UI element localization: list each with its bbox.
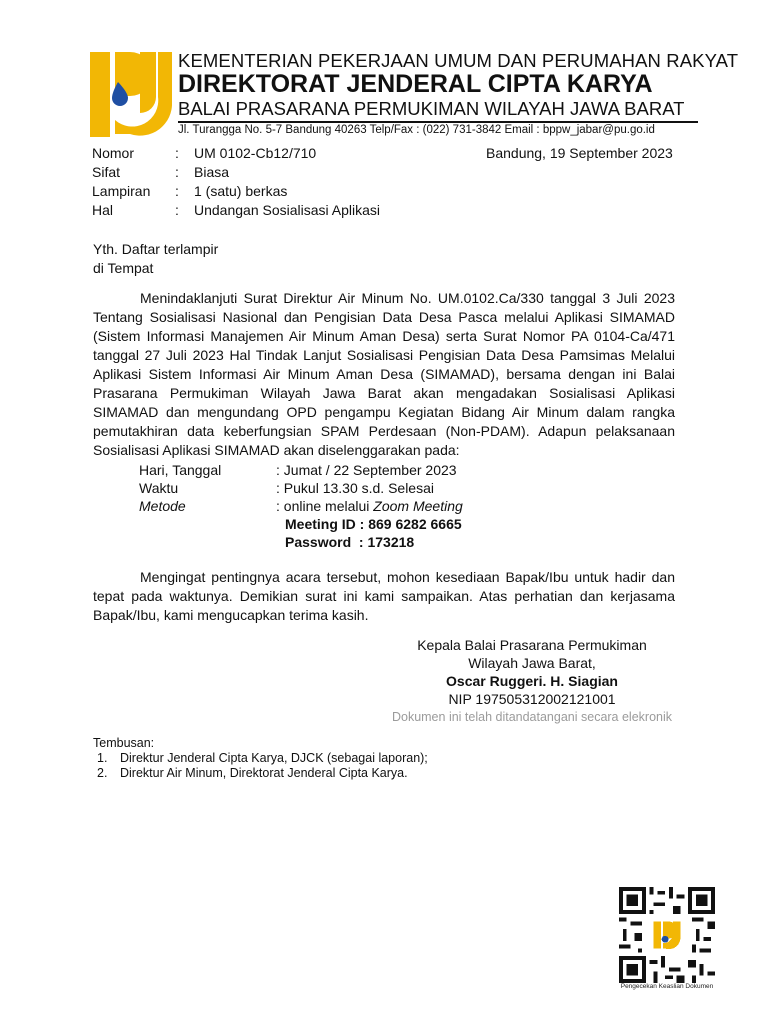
qr-caption: Pengecekan Keaslian Dokumen — [620, 983, 714, 990]
meta-value: 1 (satu) berkas — [194, 183, 288, 199]
meta-label: Hal — [92, 202, 114, 218]
paragraph-text: Menindaklanjuti Surat Direktur Air Minum No. UM.0102.Ca/330 tanggal 3 Juli 2023 Tentang Sosialisasi Nasional dan Pengisian Data Desa Pasca melalui Aplikasi SIMAMAD (Sistem Informasi Manajemen Air Minum Aman Desa) serta Surat Nomor PA 0104-Ca/471 tanggal 27 Juli 2023 Hal Tindak Lanjut Sosialisasi Pengisian Data Desa Pamsimas Melalui Aplikasi Sistem Informasi Air Minum Aman Desa (SIMAMAD), bersama dengan ini Balai Prasarana Permukiman Wilayah Jawa Barat akan mengadakan Sosialisasi Aplikasi SIMAMAD dan mengundang OPD pengampu Kegiatan Bidang Air Minum dalam rangka pemutakhiran data keberfungsian SPAM Perdesaan (Non-PDAM). Adapun pelaksanaan Sosialisasi Aplikasi SIMAMAD akan diselenggarakan pada: — [93, 290, 675, 458]
meta-label: Sifat — [92, 164, 121, 180]
ministry-name: KEMENTERIAN PEKERJAAN UMUM DAN PERUMAHAN RAKYAT — [178, 50, 739, 71]
detail-row-method — [139, 497, 463, 515]
paragraph-text: Mengingat pentingnya acara tersebut, mohon kesediaan Bapak/Ibu untuk hadir dan tepat pada waktunya. Demikian surat ini kami sampaikan. Atas perhatian dan kerjasama Bapak/Ibu, kami mengucapkan terima kasih. — [93, 569, 675, 623]
meta-value: Undangan Sosialisasi Aplikasi — [194, 202, 380, 218]
meta-label: Lampiran — [92, 183, 151, 199]
detail-label: Metode — [139, 498, 186, 514]
detail-row-date — [139, 461, 463, 479]
letter-meta — [92, 144, 380, 220]
recipient-line: Yth. Daftar terlampir — [93, 241, 219, 257]
meta-row-nomor — [92, 144, 380, 163]
signer-title-region: Wilayah Jawa Barat, — [468, 655, 596, 671]
meeting-password: Password : 173218 — [285, 534, 415, 550]
e-signature-note: Dokumen ini telah ditandatangani secara elekronik — [391, 710, 673, 724]
meta-colon: : — [175, 183, 179, 199]
list-item — [93, 751, 428, 766]
meta-colon: : — [175, 145, 179, 161]
signer-title: Kepala Balai Prasarana Permukiman — [417, 637, 647, 653]
detail-value: : Pukul 13.30 s.d. Selesai — [276, 480, 434, 496]
signature-block — [372, 636, 692, 726]
meta-colon: : — [175, 202, 179, 218]
tembusan — [93, 736, 428, 781]
body-paragraph-1 — [93, 289, 675, 460]
list-number: 2. — [97, 766, 108, 780]
qr-code-icon — [619, 887, 715, 983]
meta-label: Nomor — [92, 145, 135, 161]
letterhead — [178, 50, 739, 138]
detail-row-time — [139, 479, 463, 497]
signer-name: Oscar Ruggeri. H. Siagian — [446, 673, 618, 689]
meta-value: UM 0102-Cb12/710 — [194, 145, 317, 161]
detail-label: Waktu — [139, 480, 179, 496]
recipient — [93, 240, 218, 278]
list-text: Direktur Jenderal Cipta Karya, DJCK (sebagai laporan); — [120, 751, 428, 765]
list-number: 1. — [97, 751, 108, 765]
signer-nip: NIP 197505312002121001 — [448, 691, 616, 707]
office-address: Jl. Turangga No. 5-7 Bandung 40263 Telp/Fax : (022) 731-3842 Email : bppw_jabar@pu.go.id — [178, 124, 655, 136]
list-text: Direktur Air Minum, Direktorat Jenderal Cipta Karya. — [120, 766, 408, 780]
list-item — [93, 766, 428, 781]
pupr-logo — [90, 52, 172, 137]
recipient-place: di Tempat — [93, 260, 154, 276]
body-paragraph-2 — [93, 568, 675, 625]
method-platform: Zoom Meeting — [373, 498, 463, 514]
letter-date: Bandung, 19 September 2023 — [486, 145, 673, 161]
detail-label: Hari, Tanggal — [139, 462, 222, 478]
meta-row-hal — [92, 201, 380, 220]
detail-value: : Jumat / 22 September 2023 — [276, 462, 457, 478]
event-details — [139, 461, 463, 551]
meta-row-lampiran — [92, 182, 380, 201]
meta-row-sifat — [92, 163, 380, 182]
method-prefix: : online melalui — [276, 498, 374, 514]
meta-colon: : — [175, 164, 179, 180]
tembusan-heading: Tembusan: — [93, 736, 155, 750]
directorate-name: DIREKTORAT JENDERAL CIPTA KARYA — [178, 70, 653, 98]
office-name: BALAI PRASARANA PERMUKIMAN WILAYAH JAWA BARAT — [178, 98, 685, 119]
meeting-id: Meeting ID : 869 6282 6665 — [285, 516, 462, 532]
detail-value — [276, 497, 463, 515]
meta-value: Biasa — [194, 164, 230, 180]
